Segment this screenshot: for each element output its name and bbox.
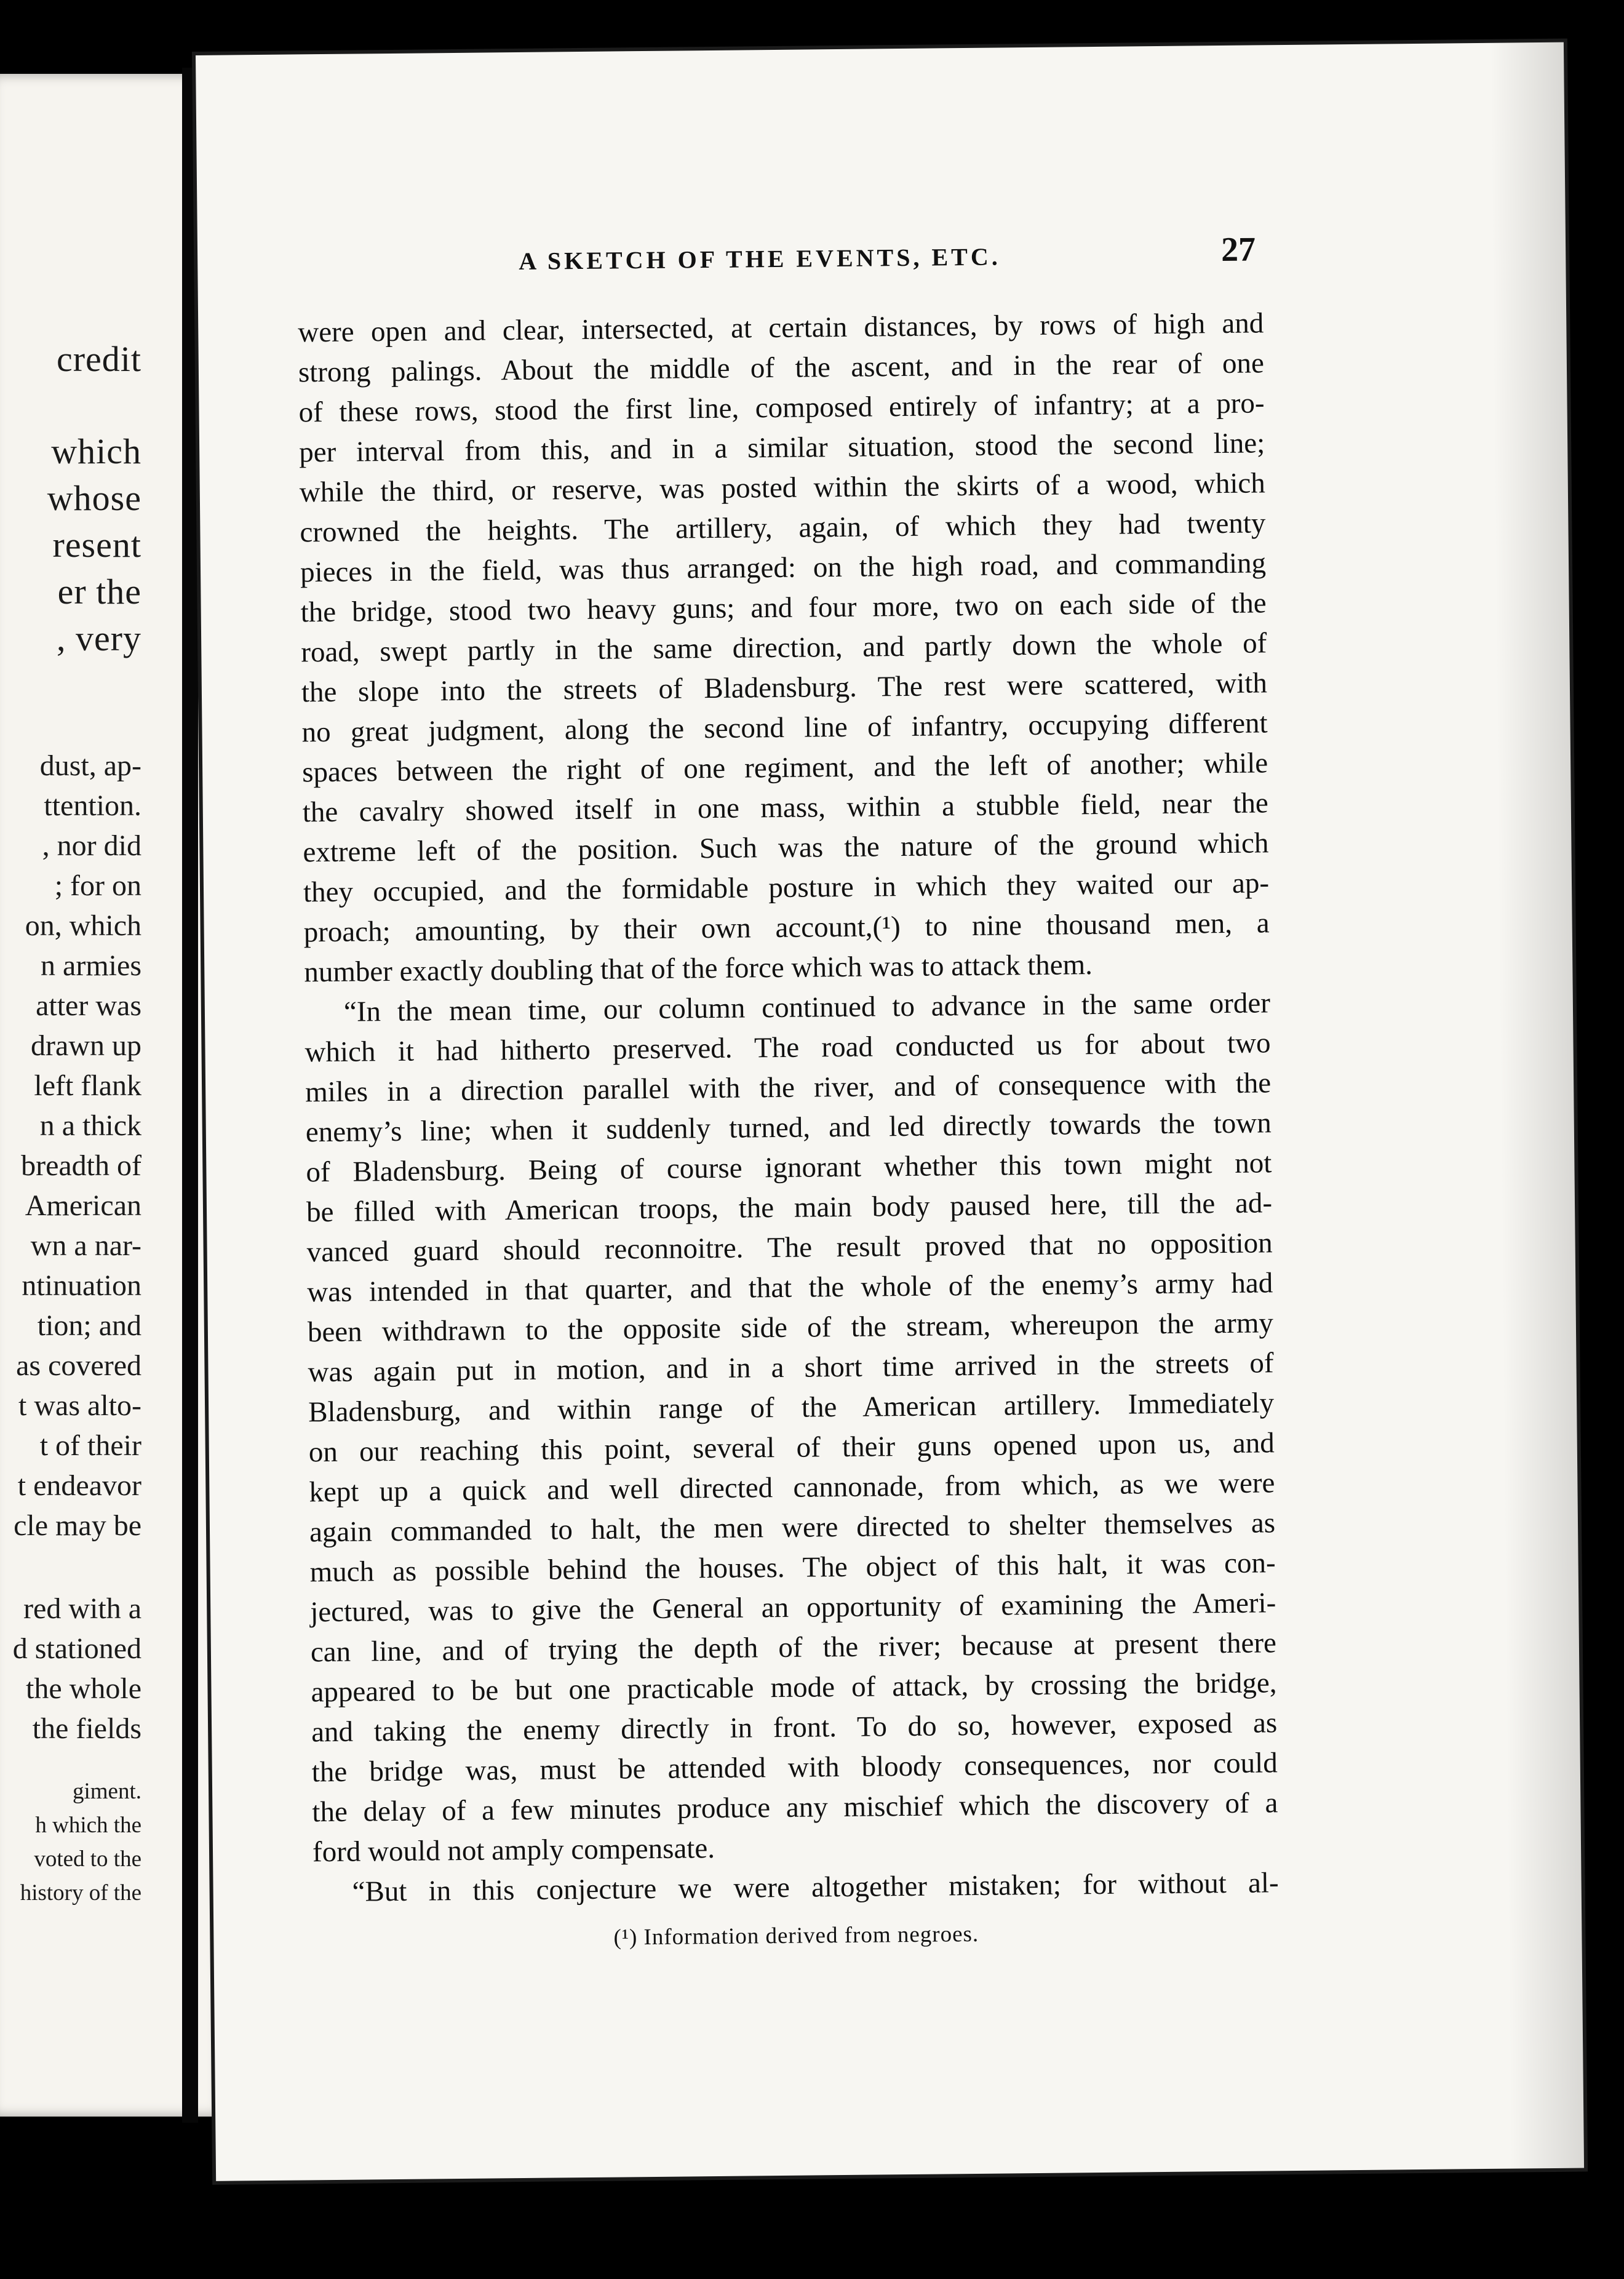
left-page-line: dust, ap- bbox=[39, 749, 141, 782]
text-line: the delay of a few minutes produce any mischief which the discovery of a bbox=[312, 1787, 1278, 1829]
left-page-line: drawn up bbox=[31, 1029, 141, 1062]
left-page-line: red with a bbox=[23, 1592, 141, 1625]
left-page-line: left flank bbox=[34, 1069, 141, 1102]
text-line: much as possible behind the houses. The object of this halt, it was con- bbox=[309, 1547, 1276, 1589]
left-page-line: credit bbox=[56, 339, 141, 379]
left-page-line: , nor did bbox=[42, 829, 141, 862]
main-page bbox=[196, 42, 1584, 2181]
text-line: kept up a quick and well directed cannonade, from which, as we were bbox=[309, 1467, 1275, 1509]
left-page-line: the fields bbox=[32, 1712, 141, 1745]
text-line: of Bladensburg. Being of course ignorant whether this town might not bbox=[306, 1147, 1272, 1189]
footnote: (¹) Information derived from negroes. bbox=[613, 1921, 979, 1950]
left-page-line: the whole bbox=[26, 1672, 141, 1705]
text-line: extreme left of the position. Such was the nature of the ground which bbox=[303, 827, 1269, 869]
text-line: were open and clear, intersected, at certain distances, by rows of high and bbox=[298, 307, 1264, 349]
text-line: miles in a direction parallel with the river, and of consequence with the bbox=[304, 1067, 1272, 1109]
text-line: “In the mean time, our column continued to advance in the same order bbox=[343, 987, 1271, 1028]
left-page-line: t was alto- bbox=[18, 1389, 141, 1422]
text-line: while the third, or reserve, was posted within the skirts of a wood, which bbox=[299, 467, 1266, 509]
left-page-line: er the bbox=[57, 572, 141, 612]
text-line: appeared to be but one practicable mode of attack, by crossing the bridge, bbox=[311, 1667, 1277, 1709]
body-text bbox=[298, 303, 1279, 1912]
text-line: vanced guard should reconnoitre. The result proved that no opposition bbox=[306, 1227, 1273, 1269]
left-page-line: atter was bbox=[36, 989, 141, 1022]
text-line: jectured, was to give the General an opportunity of examining the Ameri- bbox=[310, 1587, 1276, 1629]
left-page-line: which bbox=[51, 431, 141, 471]
text-line: can line, and of trying the depth of the river; because at present there bbox=[310, 1627, 1277, 1669]
left-page-line: n armies bbox=[41, 949, 141, 982]
left-page-footnote-line: h which the bbox=[35, 1813, 141, 1838]
book-gutter bbox=[182, 68, 198, 2123]
text-line: strong palings. About the middle of the ascent, and in the rear of one bbox=[298, 347, 1265, 389]
left-page-line: ttention. bbox=[44, 789, 141, 822]
text-line: enemy’s line; when it suddenly turned, and led directly towards the town bbox=[305, 1107, 1272, 1149]
text-line: spaces between the right of one regiment, and the left of another; while bbox=[301, 747, 1268, 789]
left-page-line: breadth of bbox=[21, 1149, 141, 1182]
text-line: ford would not amply compensate. bbox=[312, 1832, 715, 1869]
text-line: which it had hitherto preserved. The road conducted us for about two bbox=[304, 1027, 1271, 1069]
left-page-footnote-line: giment. bbox=[72, 1779, 141, 1804]
left-page-line: t of their bbox=[39, 1429, 141, 1462]
left-page-line: resent bbox=[52, 525, 141, 565]
text-line: crowned the heights. The artillery, again, of which they had twenty bbox=[300, 507, 1266, 549]
text-line: pieces in the field, was thus arranged: on the high road, and commanding bbox=[300, 547, 1267, 589]
text-line: be filled with American troops, the main body paused here, till the ad- bbox=[306, 1187, 1273, 1229]
left-page-line: on, which bbox=[25, 909, 141, 942]
text-line: per interval from this, and in a similar situation, stood the second line; bbox=[298, 427, 1265, 469]
text-line: was intended in that quarter, and that the whole of the enemy’s army had bbox=[307, 1267, 1273, 1309]
left-page-line: tion; and bbox=[37, 1309, 141, 1342]
left-page-line: ntinuation bbox=[22, 1269, 141, 1302]
page-number: 27 bbox=[1220, 230, 1256, 269]
text-line: they occupied, and the formidable posture in which they waited our ap- bbox=[303, 867, 1270, 909]
text-line: and taking the enemy directly in front. To do so, however, exposed as bbox=[311, 1707, 1278, 1749]
left-page-line: d stationed bbox=[12, 1632, 141, 1665]
left-page-line: whose bbox=[47, 478, 141, 518]
left-page-line: , very bbox=[56, 618, 141, 658]
text-line: Bladensburg, and within range of the American artillery. Immediately bbox=[308, 1387, 1275, 1429]
left-page-line: t endeavor bbox=[17, 1469, 141, 1502]
text-line: on our reaching this point, several of their guns opened upon us, and bbox=[308, 1427, 1275, 1469]
text-line: no great judgment, along the second line of infantry, occupying different bbox=[301, 707, 1268, 749]
left-page-line: as covered bbox=[16, 1349, 141, 1382]
text-line: of these rows, stood the first line, composed entirely of infantry; at a pro- bbox=[298, 387, 1265, 429]
left-page-line: American bbox=[25, 1189, 141, 1222]
text-line: the bridge, stood two heavy guns; and four more, two on each side of the bbox=[300, 587, 1267, 629]
left-page-line: n a thick bbox=[39, 1109, 141, 1142]
text-line: “But in this conjecture we were altogether mistaken; for without al- bbox=[352, 1867, 1279, 1908]
text-line: been withdrawn to the opposite side of the stream, whereupon the army bbox=[307, 1307, 1274, 1349]
text-line: the bridge was, must be attended with bloody consequences, nor could bbox=[311, 1747, 1278, 1789]
left-page-footnote-line: voted to the bbox=[34, 1846, 141, 1872]
left-page-line: cle may be bbox=[14, 1509, 141, 1542]
text-line: was again put in motion, and in a short time arrived in the streets of bbox=[308, 1347, 1274, 1389]
running-head: A SKETCH OF THE EVENTS, ETC. bbox=[519, 242, 1001, 275]
text-line: the slope into the streets of Bladensburg. The rest were scattered, with bbox=[301, 667, 1268, 709]
left-page-line: wn a nar- bbox=[30, 1229, 141, 1262]
text-line: the cavalry showed itself in one mass, within a stubble field, near the bbox=[302, 787, 1268, 829]
text-line: number exactly doubling that of the force which was to attack them. bbox=[304, 949, 1093, 989]
text-line: road, swept partly in the same direction, and partly down the whole of bbox=[301, 627, 1267, 669]
text-line: again commanded to halt, the men were directed to shelter themselves as bbox=[309, 1507, 1276, 1549]
text-line: proach; amounting, by their own account,(¹) to nine thousand men, a bbox=[303, 907, 1270, 949]
left-page-line: ; for on bbox=[54, 869, 141, 902]
left-page-footnote-line: history of the bbox=[20, 1880, 141, 1906]
